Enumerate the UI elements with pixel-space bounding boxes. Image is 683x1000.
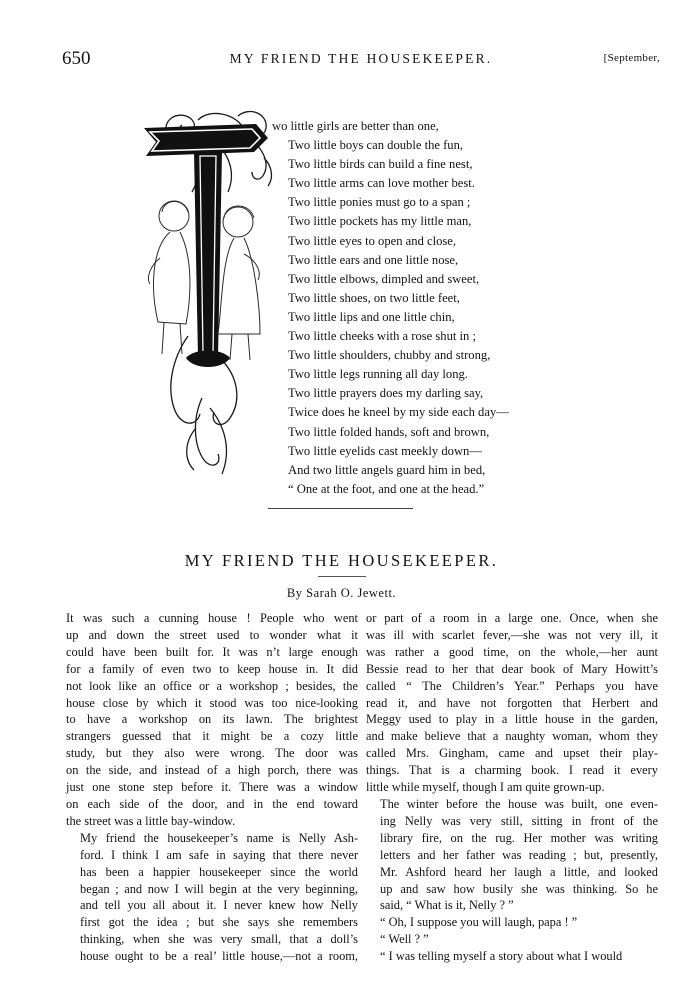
poem-line: Two little lips and one little chin,: [288, 309, 455, 324]
text-line: up and down the street used to wonder what it: [66, 627, 358, 642]
section-divider: [268, 508, 413, 509]
text-line: thinking, when she was very small, that a doll’s: [80, 932, 358, 947]
paragraph: [366, 914, 658, 931]
text-line: up and saw how busily she was thinking. So he: [380, 881, 658, 896]
poem-line: Two little boys can double the fun,: [288, 138, 464, 153]
text-line: Mr. Ashford heard her laugh a little, and looked: [380, 864, 658, 879]
poem-line: wo little girls are better than one,: [272, 119, 439, 133]
text-line: for a family of even two to keep house in. It did: [66, 661, 358, 676]
poem-line: “ One at the foot, and one at the head.”: [288, 481, 485, 496]
running-title: MY FRIEND THE HOUSEKEEPER.: [229, 51, 493, 66]
poem-line: Two little eyes to open and close,: [288, 233, 457, 248]
paragraph: [66, 610, 358, 830]
paragraph: [366, 796, 658, 914]
text-line: little while myself, though I am quite grown-up.: [366, 780, 605, 795]
poem-line: Two little cheeks with a rose shut in ;: [288, 329, 476, 344]
paragraph: [366, 610, 658, 796]
text-line: “ Oh, I suppose you will laugh, papa ! ”: [380, 915, 578, 930]
text-line: just one stone step before it. There was a window: [66, 780, 358, 795]
text-line: ing Nelly was very still, sitting in front of the: [380, 813, 658, 828]
text-line: house ought to be a real’ little house,—not a room,: [80, 949, 358, 964]
text-line: and tell you all about it. I never knew how Nelly: [80, 898, 358, 913]
article-column-right: [366, 610, 658, 965]
poem-line: Two little prayers does my darling say,: [288, 386, 484, 401]
text-line: ford. I think I am safe in saying that there never: [80, 847, 358, 862]
text-line: said, “ What is it, Nelly ? ”: [380, 898, 514, 913]
text-line: and make believe that a naughty woman, whom they: [366, 729, 658, 744]
text-line: study, but they also were wrong. The door was: [66, 746, 358, 761]
text-line: Meggy used to play in a little house in the garden,: [366, 712, 658, 727]
text-line: My friend the housekeeper’s name is Nelly Ash-: [80, 830, 358, 845]
title-rule: [318, 576, 366, 577]
page-number: 650: [62, 48, 91, 69]
article-title: [0, 551, 683, 571]
poem-line: Two little shoes, on two little feet,: [288, 290, 460, 305]
poem-line: Two little folded hands, soft and brown,: [288, 424, 490, 439]
article-column-left: [66, 610, 358, 965]
text-line: It was such a cunning house ! People who went: [66, 611, 358, 625]
text-line: on each side of the door, and in the end toward: [66, 796, 358, 811]
text-line: could have been built for. It was n’t large enough: [66, 644, 358, 659]
decorated-initial-t-illustration: [138, 108, 276, 480]
byline: By Sarah O. Jewett.: [286, 586, 397, 600]
text-line: on the side, and instead of a high porch, there was: [66, 763, 358, 778]
article-title-text: MY FRIEND THE HOUSEKEEPER.: [184, 551, 499, 570]
text-line: or part of a room in a large one. Once, when she: [366, 611, 658, 625]
paragraph: [66, 830, 358, 965]
text-line: “ I was telling myself a story about what I would: [380, 949, 623, 964]
text-line: was ill with scarlet fever,—she was not very ill, it: [366, 627, 658, 642]
poem-line: Two little shoulders, chubby and strong,: [288, 348, 491, 363]
text-line: began ; and now I will begin at the very beginning,: [80, 881, 358, 896]
text-line: not look like an office or a workshop ; besides, the: [66, 678, 358, 693]
poem-line: Two little arms can love mother best.: [288, 176, 475, 191]
paragraph: [366, 931, 658, 948]
text-line: things. That is a charming book. I read it every: [366, 763, 658, 778]
text-line: was rather a good time, on the whole,—her aunt: [366, 644, 658, 659]
running-header: [62, 48, 660, 72]
text-line: read it, and have not forgotten that Herbert and: [366, 695, 658, 710]
poem-line: Two little elbows, dimpled and sweet,: [288, 271, 480, 286]
poem-line: Two little eyelids cast meekly down—: [288, 443, 482, 458]
poem-line: Two little ears and one little nose,: [288, 252, 459, 267]
poem-line: Two little legs running all day long.: [288, 367, 468, 382]
text-line: first got the idea ; but she says she remembers: [80, 915, 358, 930]
text-line: called Mrs. Gingham, came and upset their play-: [366, 746, 658, 761]
text-line: Bessie read to her that dear book of Mary Howitt’s: [366, 661, 658, 676]
text-line: has been a happier housekeeper since the world: [80, 864, 358, 879]
text-line: to have a workshop on its lawn. The brightest: [66, 712, 358, 727]
poem-line: Two little birds can build a fine nest,: [288, 157, 473, 172]
text-line: “ Well ? ”: [380, 932, 429, 947]
paragraph: [366, 948, 658, 965]
text-line: The winter before the house was built, one even-: [380, 796, 658, 811]
issue-month: [September,: [603, 52, 660, 64]
text-line: called “ The Children’s Year.” Perhaps you have: [366, 678, 658, 693]
text-line: letters and her father was reading ; but, presently,: [380, 847, 658, 862]
poem-line: Twice does he kneel by my side each day—: [288, 405, 509, 420]
text-line: house close by which it stood was too nice-looking: [66, 695, 358, 710]
text-line: library fire, on the rug. Her mother was writing: [380, 830, 658, 845]
poem-line: And two little angels guard him in bed,: [288, 462, 486, 477]
poem-line: Two little pockets has my little man,: [288, 214, 472, 229]
poem-line: Two little ponies must go to a span ;: [288, 195, 471, 210]
text-line: the street was a little bay-window.: [66, 813, 236, 828]
text-line: strangers guessed that it might be a cozy little: [66, 729, 358, 744]
poem: [272, 117, 562, 499]
